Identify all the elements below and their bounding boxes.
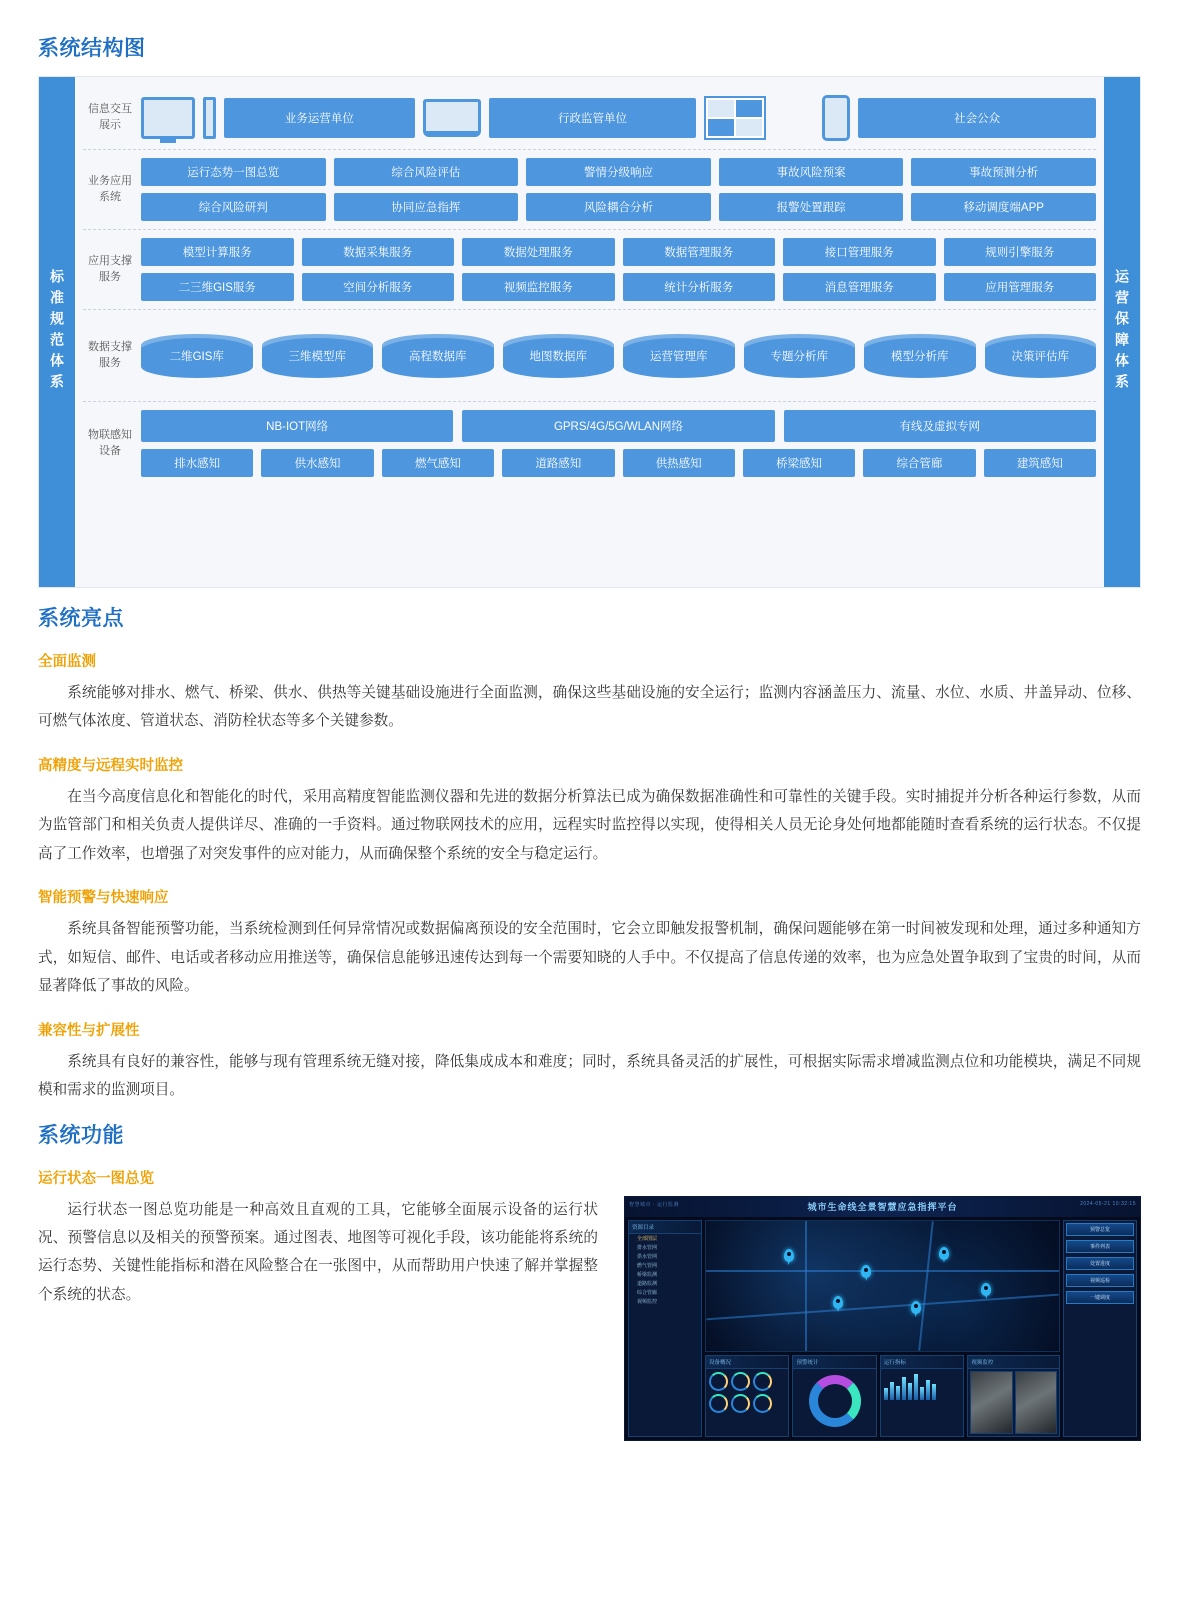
bar-7 — [920, 1387, 924, 1400]
highlight-title-3: 兼容性与扩展性 — [38, 1022, 140, 1039]
chip-display-regulator[interactable]: 行政监管单位 — [489, 98, 697, 138]
map-pin-5[interactable] — [911, 1301, 921, 1314]
tree-item-0[interactable]: 全部图层 — [637, 1235, 658, 1242]
chip-support-7[interactable]: 空间分析服务 — [302, 273, 455, 301]
tile-3 — [708, 119, 734, 136]
dashboard-center-column — [705, 1220, 1060, 1437]
left-vertical-bar-label: 标准规范体系 — [49, 269, 65, 395]
bar-1 — [884, 1388, 888, 1399]
network-row — [141, 410, 1096, 442]
right-action-panel — [1063, 1220, 1137, 1437]
chip-support-9[interactable]: 统计分析服务 — [623, 273, 776, 301]
arch-row-display — [83, 87, 1096, 150]
chip-business-6[interactable]: 协同应急指挥 — [334, 193, 519, 221]
right-vertical-bar-label: 运营保障体系 — [1114, 269, 1130, 395]
video-wall-icon — [704, 96, 766, 140]
camera-feed-2[interactable] — [1015, 1371, 1057, 1434]
row-label-iot: 物联感知设备 — [88, 428, 132, 457]
alarm-stats-title: 预警统计 — [793, 1356, 875, 1369]
chip-business-1[interactable]: 综合风险评估 — [334, 158, 519, 186]
highlight-text-1: 在当今高度信息化和智能化的时代，采用高精度智能监测仪器和先进的数据分析算法已成为确保数据准确性和可靠性的关键手段。实时捕捉并分析各种运行参数，从而为监管部门和相关负责人提供详尽、准确的一手资料。通过物联网技术的应用，远程实时监控得以实现，使得相关人员无论身处何地都能随时查看系统的运行状态。不仅提高了工作效率，也增强了对突发事件的应对能力，从而确保整个系统的安全与稳定运行。 — [38, 788, 1141, 862]
function-image-column — [624, 1196, 1141, 1441]
dashboard-left-column — [628, 1220, 702, 1437]
tree-item-5[interactable]: 道路监测 — [637, 1280, 658, 1287]
chip-sensor-5[interactable]: 桥梁感知 — [743, 449, 855, 477]
display-cell-public — [822, 95, 1096, 141]
dashboard-header — [625, 1197, 1140, 1217]
dashboard-screenshot — [624, 1196, 1141, 1441]
highlight-title-1: 高精度与远程实时监控 — [38, 757, 183, 774]
right-vertical-bar — [1104, 77, 1140, 587]
gauge-5 — [731, 1394, 750, 1413]
gauge-3 — [753, 1372, 772, 1391]
map-pin-6[interactable] — [981, 1283, 991, 1296]
database-label-6: 模型分析库 — [891, 350, 949, 363]
chip-business-5[interactable]: 综合风险研判 — [141, 193, 326, 221]
chip-sensor-4[interactable]: 供热感知 — [623, 449, 735, 477]
right-button-2[interactable]: 处置进度 — [1066, 1257, 1134, 1270]
tree-item-1[interactable]: 排水管网 — [637, 1244, 658, 1251]
right-button-1[interactable]: 事件列表 — [1066, 1240, 1134, 1253]
dashboard-header-right: 2024-05-21 10:32:15 — [1080, 1200, 1136, 1207]
chip-sensor-3[interactable]: 道路感知 — [502, 449, 614, 477]
section-title-highlights: 系统亮点 — [38, 607, 124, 630]
resource-tree-panel — [628, 1220, 702, 1437]
database-cylinder-5[interactable] — [744, 334, 856, 378]
chip-business-2[interactable]: 警情分级响应 — [526, 158, 711, 186]
metrics-title: 运行指标 — [881, 1356, 963, 1369]
arch-row-data — [83, 310, 1096, 402]
row-label-data: 数据支撑服务 — [88, 340, 132, 369]
map-road-h2 — [706, 1294, 1058, 1321]
chip-support-5[interactable]: 规则引擎服务 — [944, 238, 1097, 266]
function-title: 运行状态一图总览 — [38, 1170, 154, 1187]
section-title-architecture: 系统结构图 — [38, 37, 146, 60]
chip-network-0[interactable]: NB-IOT网络 — [141, 410, 453, 442]
chip-support-4[interactable]: 接口管理服务 — [783, 238, 936, 266]
dashboard-title: 城市生命线全景智慧应急指挥平台 — [807, 1202, 958, 1213]
tile-4 — [736, 119, 762, 136]
chip-network-2[interactable]: 有线及虚拟专网 — [784, 410, 1096, 442]
chip-business-0[interactable]: 运行态势一图总览 — [141, 158, 326, 186]
function-content — [38, 1196, 1141, 1441]
desktop-monitor-icon — [141, 97, 195, 139]
row-label-business: 业务应用系统 — [88, 174, 132, 203]
tree-item-6[interactable]: 综合管廊 — [637, 1289, 658, 1296]
database-cylinder-7[interactable] — [985, 334, 1097, 378]
right-button-4[interactable]: 一键调度 — [1066, 1291, 1134, 1304]
highlight-text-3: 系统具有良好的兼容性，能够与现有管理系统无缝对接，降低集成成本和难度；同时，系统具备灵活的扩展性，可根据实际需求增减监测点位和功能模块，满足不同规模和需求的监测项目。 — [38, 1053, 1141, 1099]
donut-chart — [809, 1375, 861, 1427]
chip-support-3[interactable]: 数据管理服务 — [623, 238, 776, 266]
row-label-support: 应用支撑服务 — [88, 254, 132, 283]
city-map[interactable] — [705, 1220, 1060, 1352]
database-cylinder-3[interactable] — [503, 334, 615, 378]
tree-item-4[interactable]: 桥梁监测 — [637, 1271, 658, 1278]
left-vertical-bar — [39, 77, 75, 587]
dashboard-bottom-panels — [705, 1355, 1060, 1437]
map-pin-2[interactable] — [861, 1265, 871, 1278]
video-panel-title: 视频监控 — [968, 1356, 1059, 1369]
display-cell-regulator — [423, 98, 697, 138]
database-cylinder-2[interactable] — [382, 334, 494, 378]
tree-item-2[interactable]: 供水管网 — [637, 1253, 658, 1260]
map-pin-4[interactable] — [833, 1296, 843, 1309]
highlight-text-0: 系统能够对排水、燃气、桥梁、供水、供热等关键基础设施进行全面监测，确保这些基础设施的安全运行；监测内容涵盖压力、流量、水位、水质、井盖异动、位移、可燃气体浓度、管道状态、消防栓状态等多个关键参数。 — [38, 685, 1141, 730]
support-chip-grid — [141, 238, 1096, 301]
pc-tower-icon — [203, 97, 216, 139]
gauge-6 — [753, 1394, 772, 1413]
database-label-4: 运营管理库 — [650, 350, 708, 363]
highlight-text-2: 系统具备智能预警功能，当系统检测到任何异常情况或数据偏离预设的安全范围时，它会立即触发报警机制，确保问题能够在第一时间被发现和处理，通过多种通知方式，如短信、邮件、电话或者移动应用推送等，确保信息能够迅速传达到每一个需要知晓的人手中。不仅提高了信息传递的效率，也为应急处置争取到了宝贵的时间，从而显著降低了事故的风险。 — [38, 921, 1141, 995]
chip-business-9[interactable]: 移动调度端APP — [911, 193, 1096, 221]
function-text-column — [38, 1196, 598, 1314]
dashboard-body — [625, 1217, 1140, 1440]
database-grid — [141, 334, 1096, 378]
right-button-0[interactable]: 预警总览 — [1066, 1223, 1134, 1236]
arch-row-business — [83, 150, 1096, 230]
chip-display-operator[interactable]: 业务运营单位 — [224, 98, 415, 138]
video-panel — [967, 1355, 1060, 1437]
bar-9 — [932, 1384, 936, 1399]
chip-sensor-2[interactable]: 燃气感知 — [382, 449, 494, 477]
tree-item-7[interactable]: 视频监控 — [637, 1298, 658, 1305]
bar-6 — [914, 1374, 918, 1400]
chip-sensor-6[interactable]: 综合管廊 — [863, 449, 975, 477]
highlight-title-2: 智能预警与快速响应 — [38, 890, 169, 907]
architecture-rows — [75, 77, 1104, 587]
sensor-row — [141, 449, 1096, 477]
tree-item-3[interactable]: 燃气管网 — [637, 1262, 658, 1269]
bar-chart — [881, 1369, 963, 1403]
smartphone-icon — [822, 95, 850, 141]
chip-sensor-1[interactable]: 供水感知 — [261, 449, 373, 477]
dashboard-header-left: 智慧城市 · 运行监测 — [629, 1201, 679, 1208]
bar-3 — [896, 1386, 900, 1400]
bar-4 — [902, 1377, 906, 1399]
chip-business-4[interactable]: 事故预测分析 — [911, 158, 1096, 186]
database-label-0: 二维GIS库 — [169, 350, 224, 363]
chip-support-11[interactable]: 应用管理服务 — [944, 273, 1097, 301]
map-road-v2 — [918, 1221, 934, 1350]
database-label-7: 决策评估库 — [1011, 350, 1069, 363]
resource-tree-title: 资源目录 — [629, 1221, 701, 1234]
database-cylinder-4[interactable] — [623, 334, 735, 378]
database-cylinder-6[interactable] — [864, 334, 976, 378]
chip-support-1[interactable]: 数据采集服务 — [302, 238, 455, 266]
chip-sensor-7[interactable]: 建筑感知 — [984, 449, 1096, 477]
row-label-display: 信息交互展示 — [88, 103, 132, 131]
arch-row-iot — [83, 402, 1096, 485]
dashboard-right-column — [1063, 1220, 1137, 1437]
database-label-1: 三维模型库 — [288, 350, 346, 363]
device-overview-title: 设备概况 — [706, 1356, 788, 1369]
chip-sensor-0[interactable]: 排水感知 — [141, 449, 253, 477]
camera-feed-1[interactable] — [970, 1371, 1012, 1434]
bar-8 — [926, 1380, 930, 1400]
chip-business-8[interactable]: 报警处置跟踪 — [719, 193, 904, 221]
business-chip-grid — [141, 158, 1096, 221]
highlight-title-0: 全面监测 — [38, 654, 96, 670]
device-overview-panel — [705, 1355, 789, 1437]
database-label-5: 专题分析库 — [770, 350, 828, 363]
arch-row-support — [83, 230, 1096, 310]
gauge-4 — [709, 1394, 728, 1413]
chip-support-0[interactable]: 模型计算服务 — [141, 238, 294, 266]
right-button-3[interactable]: 视频巡检 — [1066, 1274, 1134, 1287]
display-cell-videowall — [704, 96, 814, 140]
database-cylinder-1[interactable] — [262, 334, 374, 378]
chip-network-1[interactable]: GPRS/4G/5G/WLAN网络 — [462, 410, 774, 442]
chip-support-6[interactable]: 二三维GIS服务 — [141, 273, 294, 301]
chip-display-public[interactable]: 社会公众 — [858, 98, 1096, 138]
bar-5 — [908, 1383, 912, 1399]
metrics-panel — [880, 1355, 964, 1437]
laptop-icon — [423, 99, 481, 137]
map-road-h1 — [706, 1270, 1059, 1272]
gauge-1 — [709, 1372, 728, 1391]
architecture-diagram — [38, 76, 1141, 588]
map-road-v1 — [805, 1221, 807, 1351]
chip-support-10[interactable]: 消息管理服务 — [783, 273, 936, 301]
section-title-functions: 系统功能 — [38, 1123, 124, 1147]
display-cell-operator — [141, 97, 415, 139]
chip-support-2[interactable]: 数据处理服务 — [462, 238, 615, 266]
tile-2 — [736, 100, 762, 117]
gauge-2 — [731, 1372, 750, 1391]
chip-business-7[interactable]: 风险耦合分析 — [526, 193, 711, 221]
database-label-2: 高程数据库 — [409, 350, 467, 363]
alarm-stats-panel — [792, 1355, 876, 1437]
chip-business-3[interactable]: 事故风险预案 — [719, 158, 904, 186]
chip-support-8[interactable]: 视频监控服务 — [462, 273, 615, 301]
map-pin-1[interactable] — [784, 1249, 794, 1262]
gauge-group — [706, 1369, 788, 1416]
tile-1 — [708, 100, 734, 117]
map-pin-3[interactable] — [939, 1247, 949, 1260]
database-cylinder-0[interactable] — [141, 334, 253, 378]
function-paragraph: 运行状态一图总览功能是一种高效且直观的工具，它能够全面展示设备的运行状况、预警信息以及相关的预警预案。通过图表、地图等可视化手段，该功能能将系统的运行态势、关键性能指标和潜在风险整合在一张图中，从而帮助用户快速了解并掌握整个系统的状态。 — [38, 1201, 598, 1303]
database-label-3: 地图数据库 — [529, 350, 587, 363]
bar-2 — [890, 1382, 894, 1399]
